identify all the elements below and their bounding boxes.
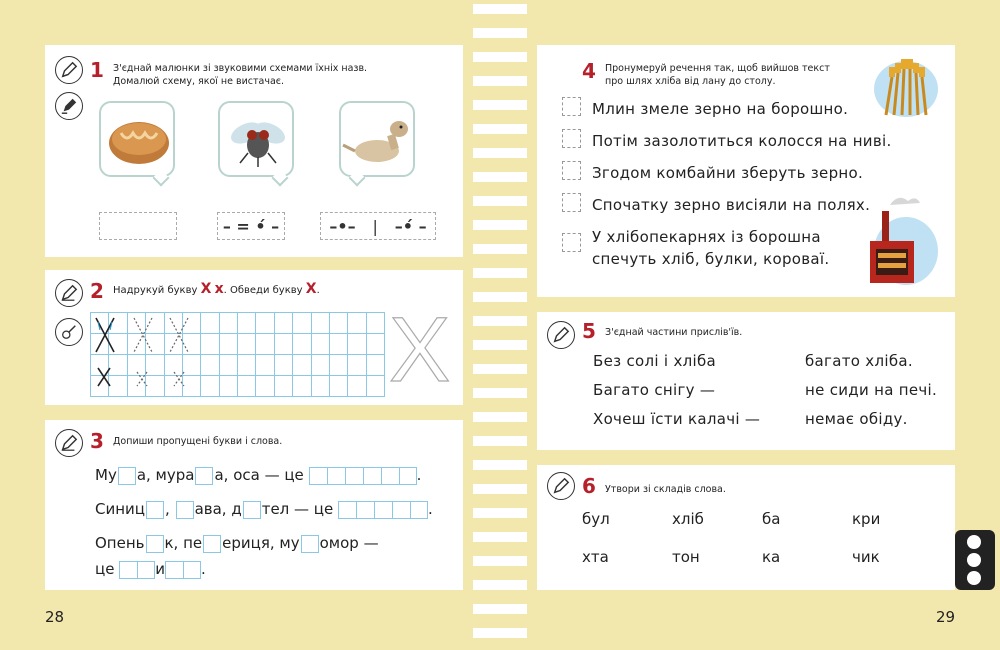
syllable[interactable]: хліб	[672, 510, 704, 528]
grid-cell	[200, 375, 219, 397]
gutter-stripe	[473, 316, 527, 326]
grid-cell	[329, 375, 348, 397]
grid-cell	[274, 312, 293, 334]
task1-instruction-line2: Домалюй схему, якої не вистачає.	[113, 76, 285, 87]
grid-cell	[366, 312, 385, 334]
grid-cell	[329, 333, 348, 355]
task1-number: 1	[90, 58, 104, 82]
sentence-5a: У хлібопекарнях із борошна	[592, 228, 821, 246]
grid-cell	[292, 354, 311, 376]
fly-picture	[218, 101, 294, 177]
task6-instruction: Утвори зі складів слова.	[605, 484, 726, 495]
blank-box[interactable]	[195, 467, 213, 485]
gutter-stripe	[473, 604, 527, 614]
page-gutter	[473, 0, 527, 650]
task3-number: 3	[90, 429, 104, 453]
grid-cell	[237, 312, 256, 334]
gutter-stripe	[473, 484, 527, 494]
gutter-stripe	[473, 148, 527, 158]
gopher-picture	[339, 101, 415, 177]
gutter-stripe	[473, 388, 527, 398]
task6-number: 6	[582, 474, 596, 498]
right-page-number: 29	[936, 608, 956, 626]
left-page-number: 28	[45, 608, 65, 626]
grid-cell	[219, 375, 238, 397]
task2-panel	[45, 270, 463, 405]
blank-box[interactable]	[176, 501, 194, 519]
gutter-stripe	[473, 364, 527, 374]
task3-instruction: Допиши пропущені букви і слова.	[113, 436, 283, 447]
gutter-stripe	[473, 196, 527, 206]
gopher-scheme-part2: –•́ –	[394, 216, 427, 236]
gutter-stripe	[473, 556, 527, 566]
task2-text-middle: . Обведи букву	[223, 285, 303, 296]
grid-cell	[292, 312, 311, 334]
connect-pencil-icon	[547, 321, 575, 349]
proverb-right-1[interactable]: багато хліба.	[805, 352, 913, 370]
syllable[interactable]: ка	[762, 548, 781, 566]
blank-box[interactable]	[146, 535, 164, 553]
sentence-3: Згодом комбайни зберуть зерно.	[592, 164, 864, 182]
order-checkbox[interactable]	[562, 233, 581, 252]
word-boxes[interactable]	[165, 560, 201, 579]
gutter-stripe	[473, 340, 527, 350]
bread-picture	[99, 101, 175, 177]
syllable[interactable]: кри	[852, 510, 881, 528]
grid-cell	[329, 312, 348, 334]
task4-instruction-line2: про шлях хліба від лану до столу.	[605, 76, 776, 87]
task2-number: 2	[90, 279, 104, 303]
syllable[interactable]: тон	[672, 548, 700, 566]
bread-icon	[101, 103, 177, 179]
grid-cell	[255, 354, 274, 376]
task6-panel	[537, 465, 955, 590]
task4-panel	[537, 45, 955, 297]
grid-cell	[200, 333, 219, 355]
gutter-stripe	[473, 460, 527, 470]
blank-box[interactable]	[301, 535, 319, 553]
proverb-left-2[interactable]: Багато снігу —	[593, 381, 716, 399]
blank-box[interactable]	[146, 501, 164, 519]
pencil-icon	[55, 429, 83, 457]
gopher-sound-scheme[interactable]: –•– | –•́ –	[320, 212, 436, 240]
grid-cell	[237, 354, 256, 376]
grid-cell	[329, 354, 348, 376]
gutter-stripe	[473, 580, 527, 590]
letter-lower: х	[214, 281, 224, 297]
task5-number: 5	[582, 319, 596, 343]
grid-cell	[274, 375, 293, 397]
task3-line4: це и .	[95, 560, 206, 578]
grid-cell	[311, 312, 330, 334]
letter-trace: Х	[305, 281, 317, 297]
grid-cell	[255, 333, 274, 355]
gutter-stripe	[473, 268, 527, 278]
grid-cell	[366, 375, 385, 397]
connect-pencil-icon	[547, 472, 575, 500]
fly-scheme-text: – = •́ –	[222, 216, 280, 236]
gopher-scheme-part1: –•–	[329, 216, 356, 236]
empty-sound-scheme[interactable]	[99, 212, 177, 240]
task3-line3: Опень к, пе ериця, му омор —	[95, 534, 379, 552]
task1-instruction-line1: З'єднай малюнки зі звуковими схемами їхніх назв.	[113, 63, 368, 74]
gutter-stripe	[473, 28, 527, 38]
fly-sound-scheme[interactable]	[217, 212, 285, 240]
grid-cell	[255, 312, 274, 334]
order-checkbox[interactable]	[562, 97, 581, 116]
blank-box[interactable]	[203, 535, 221, 553]
task3-line2: Синиц , ава, д тел — це .	[95, 500, 433, 518]
sentence-2: Потім зазолотиться колосся на ниві.	[592, 132, 892, 150]
gutter-stripe	[473, 436, 527, 446]
syllable[interactable]: чик	[852, 548, 880, 566]
gutter-stripe	[473, 628, 527, 638]
gutter-stripe	[473, 220, 527, 230]
proverb-right-2[interactable]: не сиди на печі.	[805, 381, 938, 399]
sentence-4: Спочатку зерно висіяли на полях.	[592, 196, 871, 214]
gutter-stripe	[473, 100, 527, 110]
syllable[interactable]: бул	[582, 510, 610, 528]
fly-icon	[220, 103, 296, 179]
grid-cell	[311, 375, 330, 397]
pencil-icon	[55, 56, 83, 84]
trace-pen-icon	[55, 318, 83, 346]
grid-cell	[311, 354, 330, 376]
gutter-stripe	[473, 172, 527, 182]
word-boxes[interactable]	[309, 466, 417, 485]
task5-instruction: З'єднай частини прислів'їв.	[605, 327, 743, 338]
order-checkbox[interactable]	[562, 161, 581, 180]
bakery-oven-icon	[862, 193, 942, 285]
grid-cell	[274, 333, 293, 355]
traffic-light-icon	[955, 530, 995, 590]
gutter-stripe	[473, 508, 527, 518]
grid-cell	[237, 375, 256, 397]
grid-cell	[237, 333, 256, 355]
task2-instruction	[113, 283, 320, 297]
syllable[interactable]: хта	[582, 548, 609, 566]
gutter-stripe	[473, 532, 527, 542]
grid-cell	[292, 333, 311, 355]
pencil-icon	[55, 279, 83, 307]
proverb-left-1[interactable]: Без солі і хліба	[593, 352, 717, 370]
blank-box[interactable]	[118, 467, 136, 485]
gutter-stripe	[473, 4, 527, 14]
grid-cell	[200, 312, 219, 334]
grid-cell	[292, 375, 311, 397]
grid-cell	[255, 375, 274, 397]
gopher-icon	[341, 103, 417, 179]
syllable[interactable]: ба	[762, 510, 781, 528]
grid-cell	[219, 354, 238, 376]
sample-letters	[90, 312, 200, 396]
grid-cell	[311, 333, 330, 355]
grid-cell	[366, 354, 385, 376]
task2-text-prefix: Надрукуй букву	[113, 285, 198, 296]
sentence-5b: спечуть хліб, булки, короваї.	[592, 250, 830, 268]
task3-line1: Му а, мура а, оса — це .	[95, 466, 422, 484]
task3-panel	[45, 420, 463, 590]
task1-panel	[45, 45, 463, 257]
gutter-stripe	[473, 124, 527, 134]
proverb-left-3[interactable]: Хочеш їсти калачі —	[593, 410, 761, 428]
word-boxes[interactable]	[338, 500, 428, 519]
grid-cell	[347, 354, 366, 376]
order-checkbox[interactable]	[562, 129, 581, 148]
task4-instruction-line1: Пронумеруй речення так, щоб вийшов текст	[605, 63, 830, 74]
letter-upper: Х	[200, 281, 212, 297]
wheat-icon	[872, 57, 940, 119]
grid-cell	[347, 375, 366, 397]
task4-number: 4	[582, 59, 596, 83]
order-checkbox[interactable]	[562, 193, 581, 212]
grid-cell	[347, 312, 366, 334]
proverb-right-3[interactable]: немає обіду.	[805, 410, 908, 428]
grid-cell	[219, 312, 238, 334]
gutter-stripe	[473, 76, 527, 86]
gutter-stripe	[473, 244, 527, 254]
grid-cell	[366, 333, 385, 355]
big-outline-letter: Х	[389, 299, 451, 401]
grid-cell	[347, 333, 366, 355]
grid-cell	[274, 354, 293, 376]
blank-box[interactable]	[243, 501, 261, 519]
task5-panel	[537, 312, 955, 450]
sentence-1: Млин змеле зерно на борошно.	[592, 100, 849, 118]
pencil-drawing-icon	[55, 92, 83, 120]
gutter-stripe	[473, 412, 527, 422]
word-boxes[interactable]	[119, 560, 155, 579]
grid-cell	[200, 354, 219, 376]
grid-cell	[219, 333, 238, 355]
task2-text-end: .	[316, 285, 320, 296]
gutter-stripe	[473, 292, 527, 302]
gutter-stripe	[473, 52, 527, 62]
